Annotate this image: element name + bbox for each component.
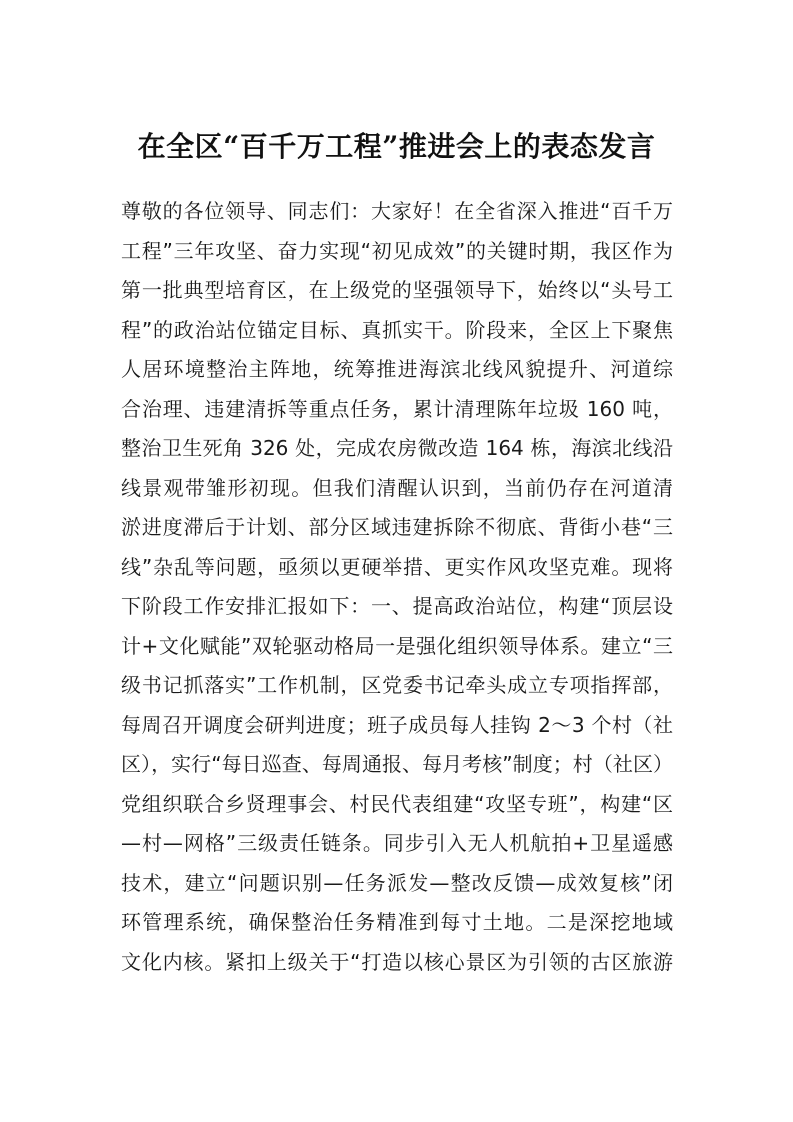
body-line: 工程”三年攻坚、奋力实现“初见成效”的关键时期，我区作为	[121, 238, 673, 263]
body-line: 环管理系统，确保整治任务精准到每寸土地。二是深挖地域	[121, 910, 673, 934]
body-line: 党组织联合乡贤理事会、村民代表组建“攻坚专班”，构建“区	[121, 791, 673, 816]
body-line: 人居环境整治主阵地，统筹推进海滨北线风貌提升、河道综	[121, 357, 673, 381]
body-line: 程”的政治站位锚定目标、真抓实干。阶段来，全区上下聚焦	[121, 317, 673, 342]
document-body	[121, 192, 673, 982]
body-line: 尊敬的各位领导、同志们：大家好！在全省深入推进“百千万	[121, 199, 673, 223]
document-title: 在全区“百千万工程”推进会上的表态发言	[137, 130, 656, 163]
body-line: 每周召开调度会研判进度；班子成员每人挂钩 2～3 个村（社	[121, 712, 673, 737]
body-line: 第一批典型培育区，在上级党的坚强领导下，始终以“头号工	[121, 278, 673, 302]
body-line: 计+文化赋能”双轮驱动格局一是强化组织领导体系。建立“三	[121, 633, 673, 658]
body-line: 线景观带雏形初现。但我们清醒认识到，当前仍存在河道清	[121, 475, 673, 500]
body-line: 整治卫生死角 326 处，完成农房微改造 164 栋，海滨北线沿	[121, 436, 673, 460]
body-line: 合治理、违建清拆等重点任务，累计清理陈年垃圾 160 吨，	[121, 396, 673, 421]
body-line: 文化内核。紧扣上级关于“打造以核心景区为引领的古区旅游	[121, 949, 673, 974]
body-line: 技术，建立“问题识别—任务派发—整改反馈—成效复核”闭	[121, 870, 673, 895]
body-line: 区），实行“每日巡查、每周通报、每月考核”制度；村（社区）	[121, 752, 673, 776]
body-line: 级书记抓落实”工作机制，区党委书记牵头成立专项指挥部，	[121, 673, 673, 697]
body-line: —村—网格”三级责任链条。同步引入无人机航拍+卫星遥感	[121, 831, 673, 855]
body-line: 淤进度滞后于计划、部分区域违建拆除不彻底、背街小巷“三	[121, 515, 673, 539]
body-line: 下阶段工作安排汇报如下：一、提高政治站位，构建“顶层设	[121, 594, 673, 618]
body-line: 线”杂乱等问题，亟须以更硬举措、更实作风攻坚克难。现将	[121, 554, 673, 579]
